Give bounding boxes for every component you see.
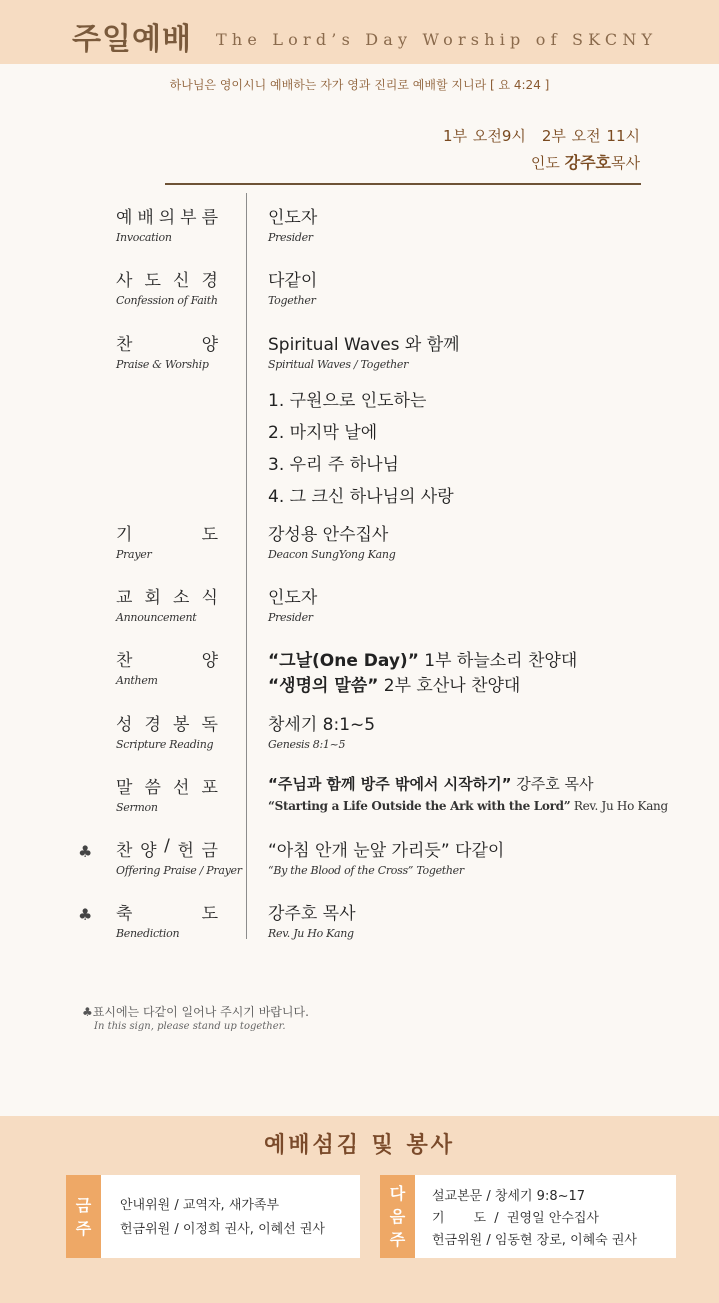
page-subtitle: The Lord’s Day Worship of SKCNY (216, 30, 658, 49)
char: 양 (201, 335, 218, 355)
this-week-card (66, 1175, 360, 1258)
anthem-title-1: “그날(One Day)” (268, 651, 419, 671)
item-title-en: Invocation (116, 231, 172, 244)
char: 포 (201, 778, 218, 798)
tab-char: 음 (389, 1207, 406, 1226)
duty-line: 설교본문 / 창세기 9:8~17 (432, 1189, 586, 1204)
item-title-ko (116, 266, 218, 291)
char: 교 (116, 588, 133, 608)
item-title-en: Scripture Reading (116, 738, 214, 751)
char: 름 (201, 208, 218, 228)
sermon-title-ko: “주님과 함께 방주 밖에서 시작하기” (268, 775, 512, 793)
char: 축 (116, 904, 133, 924)
char: 성 (116, 715, 133, 735)
stand-note-en: In this sign, please stand up together. (94, 1021, 286, 1032)
page-title: 주일예배 (72, 22, 192, 57)
item-title-ko (116, 710, 218, 735)
anthem-choir-1: 1부 하늘소리 찬양대 (418, 651, 578, 671)
char: 말 (116, 778, 133, 798)
sermon-preacher: 강주호 목사 (511, 775, 594, 793)
item-title-ko (116, 646, 218, 671)
char: 부 (180, 208, 197, 228)
second-service: 2부 오전 11시 (541, 127, 640, 145)
item-detail-en: Deacon SungYong Kang (268, 548, 396, 561)
char: 소 (173, 588, 190, 608)
item-title-en: Offering Praise / Prayer (116, 864, 242, 877)
char: 찬 (116, 841, 133, 861)
item-detail: “아침 안개 눈앞 가리듯” 다같이 (268, 841, 505, 861)
anthem-title-2: “생명의 말씀” (268, 676, 379, 696)
item-title-en: Announcement (116, 611, 197, 624)
char: 신 (173, 271, 190, 291)
char: 의 (158, 208, 176, 228)
char: 씀 (144, 778, 161, 798)
item-detail: 창세기 8:1~5 (268, 715, 376, 735)
char: 금 (201, 841, 218, 861)
duty-line: 안내위원 / 교역자, 새가족부 (120, 1198, 280, 1213)
next-week-card (380, 1175, 676, 1258)
item-title-ko (116, 583, 218, 608)
tab-char: 다 (389, 1184, 406, 1203)
duty-line: 헌금위원 / 이정희 권사, 이혜선 권사 (120, 1222, 325, 1237)
char: 식 (201, 588, 218, 608)
char: 찬 (116, 335, 133, 355)
char: 기 (116, 525, 133, 545)
tab-char: 주 (75, 1218, 92, 1238)
char: 사 (116, 271, 133, 291)
item-detail-en: Genesis 8:1~5 (268, 738, 346, 751)
item-detail: 강주호 목사 (268, 904, 356, 924)
char: 독 (201, 715, 218, 735)
item-detail-en: “By the Blood of the Cross” Together (268, 864, 464, 877)
sermon-title (268, 773, 593, 794)
char: 배 (137, 208, 154, 228)
item-title-en: Benediction (116, 927, 180, 940)
item-title-en: Confession of Faith (116, 294, 218, 307)
service-leader (531, 150, 640, 173)
item-detail-en: Presider (268, 231, 313, 244)
anthem-second (268, 671, 520, 696)
item-title-en: Prayer (116, 548, 152, 561)
char: 선 (173, 778, 190, 798)
char: 도 (201, 525, 218, 545)
char: 예 (116, 208, 133, 228)
song-item: 3. 우리 주 하나님 (268, 455, 399, 475)
item-detail: 다같이 (268, 271, 318, 291)
column-divider (246, 193, 247, 939)
footer-title: 예배섬김 및 봉사 (263, 1133, 456, 1158)
stand-note: ♣표시에는 다같이 일어나 주시기 바랍니다. (82, 1005, 309, 1019)
item-detail-en: Together (268, 294, 316, 307)
char: / (164, 836, 170, 856)
song-item: 1. 구원으로 인도하는 (268, 391, 427, 411)
song-item: 4. 그 크신 하나님의 사랑 (268, 487, 454, 507)
duty-line: 기 도 / 권영일 안수집사 (432, 1211, 599, 1226)
char: 경 (201, 271, 218, 291)
sermon-title-en-text: “Starting a Life Outside the Ark with the Lord” (268, 799, 571, 813)
anthem-first (268, 646, 577, 671)
char: 양 (201, 651, 218, 671)
anthem-choir-2: 2부 호산나 찬양대 (378, 676, 521, 696)
item-detail: 강성용 안수집사 (268, 525, 389, 545)
tab-char: 금 (75, 1195, 92, 1215)
duty-line: 헌금위원 / 임동현 장로, 이혜숙 권사 (432, 1233, 637, 1248)
char: 양 (140, 841, 157, 861)
item-title-ko (116, 899, 218, 924)
item-title-ko (116, 773, 218, 798)
item-detail: 인도자 (268, 588, 318, 608)
stand-up-icon: ♣ (78, 905, 93, 924)
first-service: 1부 오전9시 (443, 127, 526, 145)
item-detail: 인도자 (268, 208, 318, 228)
sermon-preacher-en: Rev. Ju Ho Kang (570, 799, 668, 813)
item-detail-en: Rev. Ju Ho Kang (268, 927, 354, 940)
leader-name: 강주호 (564, 153, 612, 172)
item-detail: Spiritual Waves 와 함께 (268, 335, 460, 355)
item-title-en: Anthem (116, 674, 158, 687)
char: 도 (201, 904, 218, 924)
char: 경 (144, 715, 161, 735)
this-week-tab (66, 1175, 101, 1258)
divider-line (165, 183, 641, 185)
char: 찬 (116, 651, 133, 671)
char: 헌 (177, 841, 194, 861)
song-item: 2. 마지막 날에 (268, 423, 378, 443)
item-title-ko (116, 203, 218, 228)
leader-role: 인도 (530, 154, 560, 172)
leader-title: 목사 (611, 154, 640, 172)
next-week-tab (380, 1175, 415, 1258)
item-detail-en: Spiritual Waves / Together (268, 358, 409, 371)
char: 회 (144, 588, 161, 608)
tab-char: 주 (389, 1230, 406, 1249)
item-title-ko (116, 836, 218, 861)
char: 봉 (173, 715, 190, 735)
item-title-ko (116, 520, 218, 545)
item-title-ko (116, 330, 218, 355)
stand-up-icon: ♣ (78, 842, 93, 861)
item-title-en: Sermon (116, 801, 158, 814)
service-times (443, 125, 640, 146)
item-detail-en: Presider (268, 611, 313, 624)
item-title-en: Praise & Worship (116, 358, 209, 371)
sermon-title-en (268, 799, 668, 813)
scripture-verse: 하나님은 영이시니 예배하는 자가 영과 진리로 예배할 지니라 [ 요 4:24 ] (169, 78, 550, 92)
char: 도 (144, 271, 161, 291)
